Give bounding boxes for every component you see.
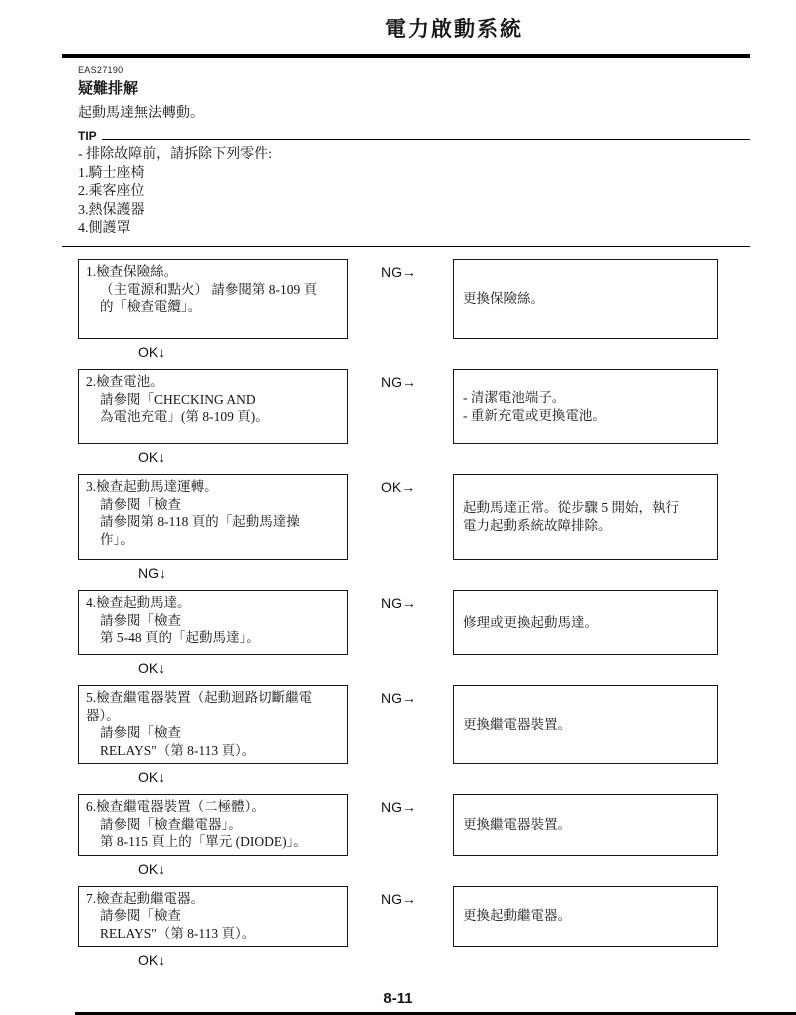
result-label: NG→ — [381, 374, 416, 390]
page-title: 電力啟動系統 — [385, 17, 523, 41]
action-line: 起動馬達正常。從步驟 5 開始，執行 — [463, 500, 679, 515]
check-box — [78, 685, 348, 764]
tip-intro: - 排除故障前，請拆除下列零件: — [78, 147, 273, 162]
check-line: 5.檢查繼電器裝置（起動迴路切斷繼電 — [86, 690, 313, 705]
action-line: 電力起動系統故障排除。 — [463, 518, 612, 533]
action-line: 更換繼電器裝置。 — [463, 816, 571, 832]
flow-row — [78, 474, 796, 560]
action-line: 更換起動繼電器。 — [463, 908, 571, 924]
flowchart — [78, 259, 796, 969]
check-line: 7.檢查起動繼電器。 — [86, 890, 205, 906]
check-box — [78, 474, 348, 560]
next-step-label: OK↓ — [138, 449, 166, 465]
next-step-label: OK↓ — [138, 769, 166, 785]
flow-row — [78, 794, 796, 856]
check-line: 請參閱「檢查 — [100, 496, 181, 512]
check-line: RELAYS"（第 8-113 頁）。 — [100, 925, 256, 941]
check-line: 請參閱「檢查 — [100, 612, 181, 628]
action-box — [453, 886, 718, 948]
check-line: 第 8-115 頁上的「單元 (DIODE)」。 — [100, 834, 307, 849]
check-line: 請參閱「檢查 — [100, 725, 181, 740]
action-box — [453, 685, 718, 764]
check-line: 2.檢查電池。 — [86, 374, 164, 389]
next-step-label: OK↓ — [138, 860, 166, 877]
check-line: （主電源和點火） 請參閱第 8-109 頁 — [100, 281, 318, 297]
check-line: 請參閱第 8-118 頁的「起動馬達操 — [100, 514, 300, 529]
next-step-label: OK↓ — [138, 660, 166, 676]
check-box — [78, 794, 348, 856]
flow-row — [78, 259, 796, 339]
flow-row — [78, 685, 796, 764]
tip-rule — [102, 139, 750, 140]
check-line: 器）。 — [86, 707, 120, 723]
check-line: 請參閱「檢查繼電器」。 — [100, 816, 242, 832]
meta-block — [78, 65, 796, 122]
action-line: - 重新充電或更換電池。 — [463, 407, 606, 423]
action-box — [453, 369, 718, 444]
check-box — [78, 886, 348, 948]
result-label: NG→ — [381, 890, 416, 907]
check-line: RELAYS"（第 8-113 頁）。 — [100, 742, 256, 758]
flow-row — [78, 369, 796, 444]
check-line: 3.檢查起動馬達運轉。 — [86, 479, 218, 494]
check-line: 為電池充電」(第 8-109 頁)。 — [100, 409, 269, 424]
symptom-text: 起動馬達無法轉動。 — [78, 106, 204, 121]
tip-header — [78, 129, 750, 143]
flow-row — [78, 886, 796, 948]
action-line: 更換保險絲。 — [463, 291, 544, 306]
check-line: 的「檢查電纜」。 — [100, 299, 202, 314]
check-line: 6.檢查繼電器裝置（二極體）。 — [86, 799, 265, 814]
tip-end-rule — [62, 246, 750, 248]
tip-item: 1.騎士座椅 — [78, 165, 145, 181]
check-line: 作」。 — [100, 531, 134, 547]
check-line: 請參閱「CHECKING AND — [100, 391, 256, 407]
check-line: 1.檢查保險絲。 — [86, 264, 178, 279]
result-label: NG→ — [381, 595, 416, 611]
tip-label: TIP — [78, 129, 97, 143]
check-line: 請參閱「檢查 — [100, 908, 181, 923]
result-label: NG→ — [381, 799, 416, 815]
eas-code: EAS27190 — [78, 65, 124, 75]
header-rule — [62, 54, 750, 58]
next-step-label: OK↓ — [138, 952, 166, 968]
tip-body — [78, 146, 796, 239]
tip-item: 2.乘客座位 — [78, 184, 145, 199]
action-box — [453, 794, 718, 856]
check-line: 4.檢查起動馬達。 — [86, 595, 191, 610]
section-title: 疑難排解 — [78, 81, 139, 97]
check-box — [78, 259, 348, 339]
action-box — [453, 590, 718, 655]
action-box — [453, 474, 718, 560]
result-label: NG→ — [381, 264, 416, 280]
action-line: 修理或更換起動馬達。 — [463, 614, 598, 630]
page-number: 8-11 — [383, 990, 413, 1007]
action-line: 更換繼電器裝置。 — [463, 716, 571, 732]
next-step-label: NG↓ — [138, 565, 166, 581]
action-line: - 清潔電池端子。 — [463, 389, 566, 405]
result-label: NG→ — [381, 690, 416, 706]
result-label: OK→ — [381, 479, 416, 495]
action-box — [453, 259, 718, 339]
next-step-label: OK↓ — [138, 344, 166, 360]
flow-row — [78, 590, 796, 655]
tip-item: 3.熱保護器 — [78, 202, 145, 218]
tip-item: 4.側護罩 — [78, 221, 131, 236]
check-box — [78, 590, 348, 655]
check-line: 第 5-48 頁的「起動馬達」。 — [100, 630, 260, 645]
check-box — [78, 369, 348, 444]
